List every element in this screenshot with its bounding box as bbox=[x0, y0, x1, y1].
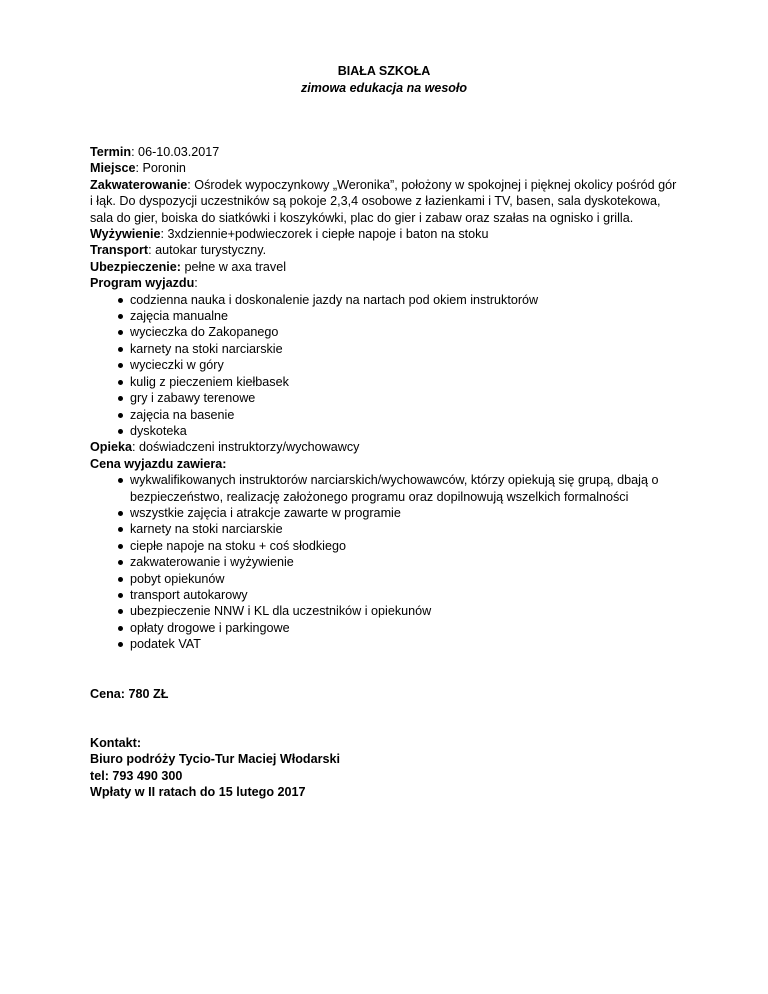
termin-label: Termin bbox=[90, 145, 132, 159]
miejsce-value: : Poronin bbox=[135, 161, 186, 176]
ubezpieczenie-label: Ubezpieczenie: bbox=[90, 259, 181, 274]
list-item: ciepłe napoje na stoku + coś słodkiego bbox=[90, 538, 680, 554]
zakwaterowanie-value: : Ośrodek wypoczynkowy „Weronika”, położony w spokojnej i pięknej okolicy pośród gór i łąk. Do dyspozycji uczestników są pokoje 2,3,4 osobowe z łazienkami i TV, basen, sala dyskotekowa, sala do gier, boiska do siatkówki i koszykówki, plac do gier i zabaw oraz szałas na ognisko i grilla. bbox=[90, 177, 677, 225]
miejsce-label: Miejsce bbox=[90, 161, 136, 176]
list-item: gry i zabawy terenowe bbox=[90, 390, 680, 406]
list-item: wycieczka do Zakopanego bbox=[90, 324, 680, 340]
list-item: ubezpieczenie NNW i KL dla uczestników i opiekunów bbox=[90, 603, 680, 619]
spacer bbox=[90, 702, 680, 735]
program-list bbox=[90, 292, 680, 440]
zakwaterowanie-label: Zakwaterowanie bbox=[90, 177, 188, 192]
transport-value: : autokar turystyczny. bbox=[148, 243, 267, 258]
list-item: opłaty drogowe i parkingowe bbox=[90, 620, 680, 636]
document-title: BIAŁA SZKOŁA bbox=[337, 64, 431, 78]
opieka-label: Opieka bbox=[90, 440, 132, 455]
list-item: dyskoteka bbox=[90, 423, 680, 439]
title-block bbox=[0, 63, 768, 97]
zakwaterowanie-line bbox=[90, 177, 680, 226]
list-item: wszystkie zajęcia i atrakcje zawarte w programie bbox=[90, 505, 680, 521]
ubezpieczenie-line bbox=[90, 259, 680, 275]
price-text: Cena: 780 ZŁ bbox=[90, 686, 169, 701]
wyzywienie-value: : 3xdziennie+podwieczorek i ciepłe napoje i baton na stoku bbox=[160, 227, 489, 242]
wyzywienie-label: Wyżywienie bbox=[90, 227, 161, 242]
kontakt-wplaty: Wpłaty w II ratach do 15 lutego 2017 bbox=[90, 785, 306, 800]
ubezpieczenie-value: pełne w axa travel bbox=[180, 259, 286, 274]
kontakt-tel: tel: 793 490 300 bbox=[90, 768, 183, 783]
document-subtitle: zimowa edukacja na wesoło bbox=[300, 81, 468, 95]
spacer bbox=[90, 653, 680, 686]
program-line bbox=[90, 275, 680, 291]
program-label: Program wyjazdu bbox=[90, 276, 195, 291]
list-item: zajęcia na basenie bbox=[90, 407, 680, 423]
list-item: transport autokarowy bbox=[90, 587, 680, 603]
list-item: karnety na stoki narciarskie bbox=[90, 521, 680, 537]
miejsce-line bbox=[90, 160, 680, 176]
list-item: wycieczki w góry bbox=[90, 357, 680, 373]
wyzywienie-line bbox=[90, 226, 680, 242]
kontakt-label: Kontakt: bbox=[90, 736, 142, 750]
transport-label: Transport bbox=[90, 243, 149, 258]
termin-value: : 06-10.03.2017 bbox=[131, 145, 220, 159]
kontakt-biuro: Biuro podróży Tycio-Tur Maciej Włodarski bbox=[90, 752, 341, 767]
list-item: karnety na stoki narciarskie bbox=[90, 341, 680, 357]
program-colon: : bbox=[194, 276, 198, 291]
opieka-value: : doświadczeni instruktorzy/wychowawcy bbox=[132, 440, 360, 455]
document-body bbox=[90, 144, 680, 801]
list-item: pobyt opiekunów bbox=[90, 571, 680, 587]
list-item: wykwalifikowanych instruktorów narciarskich/wychowawców, którzy opiekują się grupą, dbają o bezpieczeństwo, realizację założonego programu oraz dopilnowują wszelkich formalności bbox=[90, 472, 680, 505]
cena-list bbox=[90, 472, 680, 652]
opieka-line bbox=[90, 439, 680, 455]
termin-line bbox=[90, 144, 680, 160]
list-item: codzienna nauka i doskonalenie jazdy na nartach pod okiem instruktorów bbox=[90, 292, 680, 308]
list-item: podatek VAT bbox=[90, 636, 680, 652]
list-item: zakwaterowanie i wyżywienie bbox=[90, 554, 680, 570]
list-item: kulig z pieczeniem kiełbasek bbox=[90, 374, 680, 390]
cena-zawiera-label: Cena wyjazdu zawiera: bbox=[90, 456, 227, 471]
transport-line bbox=[90, 242, 680, 258]
list-item: zajęcia manualne bbox=[90, 308, 680, 324]
